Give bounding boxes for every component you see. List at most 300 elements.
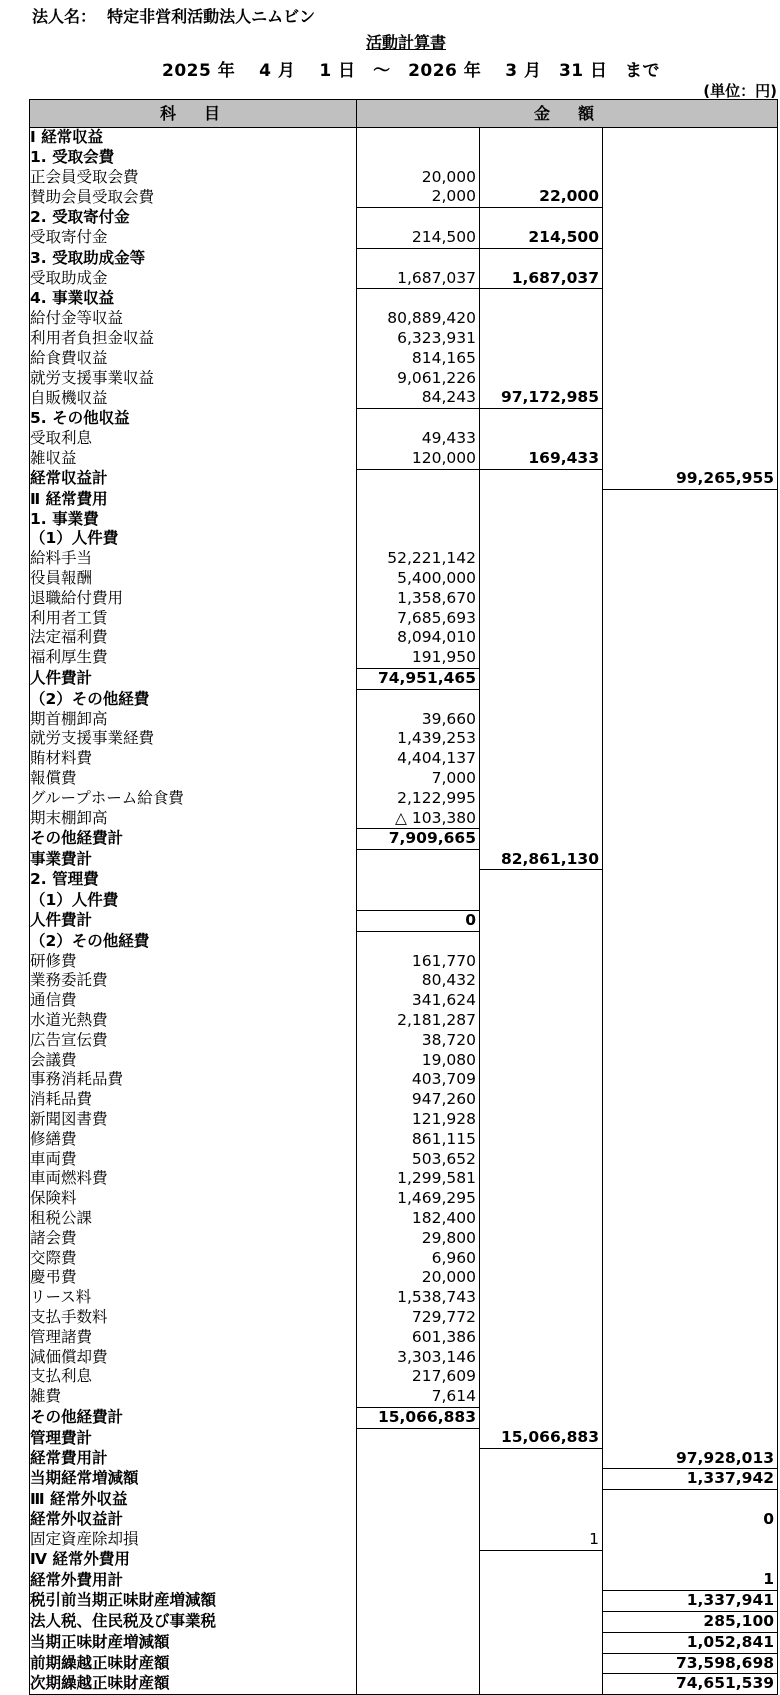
amount-cell-c2 [480,1328,603,1348]
amount-cell-c2 [480,1031,603,1051]
table-row [30,809,778,829]
row-label: 支払手数料 [30,1308,357,1328]
amount-cell-c3 [603,1328,778,1348]
amount-cell-c1: 2,181,287 [357,1011,480,1031]
amount-cell-c3 [603,1150,778,1170]
amount-cell-c2 [480,1348,603,1368]
amount-cell-c2 [480,329,603,349]
amount-cell-c3 [603,1367,778,1387]
amount-cell-c1: 7,685,693 [357,609,480,629]
amount-cell-c3 [603,1130,778,1150]
amount-cell-c3 [603,388,778,408]
row-label: 次期繰越正味財産額 [30,1674,357,1695]
amount-cell-c3 [603,409,778,429]
row-label: 1. 受取会費 [30,148,357,168]
statement-body [30,128,778,1695]
row-label: 4. 事業収益 [30,289,357,309]
amount-cell-c1: 2,000 [357,187,480,207]
amount-column-header: 金 額 [357,100,778,128]
table-row [30,1653,778,1674]
amount-cell-c1 [357,1490,480,1510]
amount-cell-c1 [357,128,480,148]
table-row [30,388,778,408]
amount-cell-c1 [357,529,480,549]
table-row [30,569,778,589]
amount-cell-c1: 503,652 [357,1150,480,1170]
table-row [30,1530,778,1550]
row-label: 当期経常増減額 [30,1469,357,1490]
row-label: 給料手当 [30,549,357,569]
amount-cell-c1: △ 103,380 [357,809,480,829]
amount-cell-c2: 22,000 [480,187,603,207]
amount-cell-c1: 3,303,146 [357,1348,480,1368]
table-row [30,1570,778,1590]
row-label: 管理諸費 [30,1328,357,1348]
amount-cell-c2 [480,1090,603,1110]
amount-cell-c1: 39,660 [357,710,480,730]
table-row [30,850,778,870]
amount-cell-c3: 1 [603,1570,778,1590]
table-row [30,1367,778,1387]
amount-cell-c3 [603,890,778,910]
row-label: 正会員受取会費 [30,168,357,188]
row-label: 固定資産除却損 [30,1530,357,1550]
table-row [30,1449,778,1469]
amount-cell-c2 [480,469,603,489]
corporation-name-line [32,4,315,27]
amount-cell-c2 [480,1591,603,1612]
row-label: 雑費 [30,1387,357,1407]
amount-cell-c2 [480,1469,603,1490]
amount-cell-c2 [480,510,603,530]
amount-cell-c1 [357,208,480,228]
table-row [30,829,778,850]
amount-cell-c2 [480,1130,603,1150]
amount-cell-c1 [357,1469,480,1490]
amount-cell-c1: 182,400 [357,1209,480,1229]
row-label: 法人税、住民税及び事業税 [30,1611,357,1632]
amount-cell-c1 [357,148,480,168]
row-label: 税引前当期正味財産増減額 [30,1591,357,1612]
amount-cell-c3 [603,489,778,509]
amount-cell-c1: 191,950 [357,648,480,668]
amount-cell-c3: 1,337,941 [603,1591,778,1612]
row-label: 経常費用計 [30,1449,357,1469]
amount-cell-c2 [480,1070,603,1090]
row-label: 5. その他収益 [30,409,357,429]
amount-cell-c2 [480,1189,603,1209]
row-label: Ⅱ 経常費用 [30,489,357,509]
amount-cell-c3: 285,100 [603,1611,778,1632]
table-row [30,952,778,972]
amount-cell-c2 [480,689,603,709]
row-label: 減価償却費 [30,1348,357,1368]
table-row [30,1387,778,1407]
amount-cell-c2 [480,1229,603,1249]
table-row [30,1110,778,1130]
amount-cell-c1: 20,000 [357,168,480,188]
amount-cell-c3 [603,769,778,789]
amount-cell-c2 [480,1169,603,1189]
amount-cell-c2 [480,971,603,991]
amount-cell-c1: 217,609 [357,1367,480,1387]
amount-cell-c3 [603,148,778,168]
amount-cell-c3 [603,1428,778,1448]
amount-cell-c1: 15,066,883 [357,1408,480,1429]
table-row [30,1268,778,1288]
amount-cell-c2: 82,861,130 [480,850,603,870]
table-row [30,349,778,369]
amount-cell-c2 [480,369,603,389]
row-label: 雑収益 [30,449,357,469]
corporation-label: 法人名： [32,7,97,26]
table-row [30,1090,778,1110]
row-label: 前期繰越正味財産額 [30,1653,357,1674]
amount-cell-c3 [603,710,778,730]
amount-cell-c2 [480,489,603,509]
row-label: 法定福利費 [30,628,357,648]
amount-cell-c2 [480,128,603,148]
amount-cell-c2 [480,289,603,309]
amount-cell-c1: 1,469,295 [357,1189,480,1209]
amount-cell-c3 [603,850,778,870]
amount-cell-c3 [603,1268,778,1288]
row-label: リース料 [30,1288,357,1308]
amount-cell-c1: 214,500 [357,228,480,248]
row-label: 経常収益計 [30,469,357,489]
amount-cell-c2 [480,569,603,589]
amount-cell-c2 [480,529,603,549]
amount-cell-c2 [480,809,603,829]
amount-cell-c3 [603,1070,778,1090]
row-label: 受取寄付金 [30,228,357,248]
row-label: その他経費計 [30,1408,357,1429]
amount-cell-c3 [603,289,778,309]
amount-cell-c2 [480,628,603,648]
amount-cell-c1: 1,299,581 [357,1169,480,1189]
amount-cell-c1 [357,469,480,489]
table-row [30,128,778,148]
table-row [30,749,778,769]
row-label: 水道光熱費 [30,1011,357,1031]
table-row [30,1348,778,1368]
amount-cell-c2 [480,1490,603,1510]
row-label: 2. 受取寄付金 [30,208,357,228]
row-label: Ⅰ 経常収益 [30,128,357,148]
amount-cell-c3 [603,870,778,890]
amount-cell-c2 [480,1550,603,1570]
table-row [30,1031,778,1051]
amount-cell-c1 [357,1611,480,1632]
amount-cell-c3 [603,228,778,248]
amount-cell-c3 [603,1408,778,1429]
table-row [30,710,778,730]
amount-cell-c2: 97,172,985 [480,388,603,408]
table-row [30,329,778,349]
amount-cell-c3 [603,449,778,469]
table-row [30,1469,778,1490]
row-label: 通信費 [30,991,357,1011]
amount-cell-c1 [357,689,480,709]
row-label: 賛助会員受取会費 [30,187,357,207]
amount-cell-c1 [357,1550,480,1570]
amount-cell-c1: 52,221,142 [357,549,480,569]
row-label: （1）人件費 [30,529,357,549]
row-label: 消耗品費 [30,1090,357,1110]
amount-cell-c2 [480,309,603,329]
amount-cell-c1: 0 [357,911,480,932]
table-row [30,628,778,648]
amount-cell-c2 [480,1510,603,1530]
amount-cell-c1 [357,1632,480,1653]
amount-cell-c2 [480,1249,603,1269]
amount-cell-c2 [480,991,603,1011]
row-label: （2）その他経費 [30,931,357,951]
amount-cell-c3 [603,1348,778,1368]
amount-cell-c1: 2,122,995 [357,789,480,809]
amount-cell-c3 [603,187,778,207]
table-row [30,469,778,489]
row-label: 事業費計 [30,850,357,870]
amount-cell-c1: 121,928 [357,1110,480,1130]
amount-cell-c1 [357,1674,480,1695]
corporation-name: 特定非営利活動法人ニムビン [107,7,316,26]
table-row [30,1070,778,1090]
amount-cell-c1: 1,358,670 [357,589,480,609]
amount-cell-c2 [480,710,603,730]
table-row [30,1011,778,1031]
table-row [30,1051,778,1071]
amount-cell-c2 [480,1367,603,1387]
amount-cell-c3 [603,1110,778,1130]
amount-cell-c1: 120,000 [357,449,480,469]
amount-cell-c2 [480,1268,603,1288]
row-label: 車両費 [30,1150,357,1170]
table-header-row [30,100,778,128]
amount-cell-c2 [480,829,603,850]
amount-cell-c2 [480,1449,603,1469]
amount-cell-c3 [603,549,778,569]
table-row [30,269,778,289]
amount-cell-c2 [480,1011,603,1031]
amount-cell-c2 [480,952,603,972]
row-label: 新聞図書費 [30,1110,357,1130]
amount-cell-c2 [480,931,603,951]
table-row [30,1209,778,1229]
amount-cell-c1: 161,770 [357,952,480,972]
amount-cell-c3 [603,1249,778,1269]
amount-cell-c2 [480,1387,603,1407]
row-label: 租税公課 [30,1209,357,1229]
amount-cell-c2 [480,749,603,769]
amount-cell-c1 [357,850,480,870]
table-row [30,529,778,549]
amount-cell-c1 [357,1591,480,1612]
amount-cell-c2 [480,1209,603,1229]
amount-cell-c2 [480,1308,603,1328]
amount-cell-c1 [357,1530,480,1550]
amount-cell-c3 [603,1090,778,1110]
table-row [30,1288,778,1308]
amount-cell-c3: 73,598,698 [603,1653,778,1674]
amount-cell-c1 [357,289,480,309]
amount-cell-c1: 5,400,000 [357,569,480,589]
table-row [30,369,778,389]
amount-cell-c3 [603,1031,778,1051]
row-label: 諸会費 [30,1229,357,1249]
table-row [30,1490,778,1510]
row-label: 賄材料費 [30,749,357,769]
amount-cell-c2 [480,1051,603,1071]
amount-cell-c3 [603,689,778,709]
amount-cell-c3 [603,208,778,228]
amount-cell-c2 [480,729,603,749]
amount-cell-c1: 7,000 [357,769,480,789]
row-label: グループホーム給食費 [30,789,357,809]
row-label: 就労支援事業経費 [30,729,357,749]
amount-cell-c2 [480,409,603,429]
row-label: 人件費計 [30,911,357,932]
amount-cell-c1: 74,951,465 [357,669,480,690]
table-row [30,148,778,168]
row-label: 人件費計 [30,669,357,690]
table-row [30,1591,778,1612]
table-row [30,187,778,207]
currency-unit: (単位：円) [703,82,777,100]
amount-cell-c2 [480,549,603,569]
amount-cell-c2 [480,349,603,369]
row-label: 支払利息 [30,1367,357,1387]
row-label: （1）人件費 [30,890,357,910]
amount-cell-c1: 29,800 [357,1229,480,1249]
amount-cell-c3 [603,1169,778,1189]
table-row [30,289,778,309]
amount-cell-c1: 80,889,420 [357,309,480,329]
amount-cell-c1: 1,439,253 [357,729,480,749]
amount-cell-c3 [603,1288,778,1308]
row-label: 就労支援事業収益 [30,369,357,389]
table-row [30,1169,778,1189]
row-label: 保険料 [30,1189,357,1209]
activity-statement-table [29,99,778,1695]
amount-cell-c1 [357,409,480,429]
row-label: 利用者工賃 [30,609,357,629]
amount-cell-c3 [603,809,778,829]
amount-cell-c1: 19,080 [357,1051,480,1071]
amount-cell-c2 [480,208,603,228]
amount-cell-c1: 1,687,037 [357,269,480,289]
table-row [30,689,778,709]
amount-cell-c1: 729,772 [357,1308,480,1328]
amount-cell-c2 [480,168,603,188]
table-row [30,1632,778,1653]
amount-cell-c2 [480,589,603,609]
table-row [30,309,778,329]
amount-cell-c3 [603,628,778,648]
amount-cell-c1: 341,624 [357,991,480,1011]
row-label: 受取助成金 [30,269,357,289]
amount-cell-c3: 0 [603,1510,778,1530]
amount-cell-c1: 38,720 [357,1031,480,1051]
amount-cell-c3 [603,1189,778,1209]
amount-cell-c1: 4,404,137 [357,749,480,769]
table-row [30,769,778,789]
amount-cell-c2: 214,500 [480,228,603,248]
amount-cell-c1: 6,960 [357,1249,480,1269]
row-label: 会議費 [30,1051,357,1071]
row-label: 当期正味財産増減額 [30,1632,357,1653]
amount-cell-c2 [480,1632,603,1653]
amount-cell-c3 [603,1011,778,1031]
table-row [30,870,778,890]
amount-cell-c2 [480,1150,603,1170]
amount-cell-c1: 80,432 [357,971,480,991]
table-row [30,589,778,609]
table-row [30,890,778,910]
amount-cell-c3 [603,429,778,449]
amount-cell-c3: 99,265,955 [603,469,778,489]
table-row [30,1611,778,1632]
table-row [30,1328,778,1348]
amount-cell-c3: 97,928,013 [603,1449,778,1469]
table-row [30,1308,778,1328]
amount-cell-c2 [480,769,603,789]
table-row [30,729,778,749]
amount-cell-c1 [357,931,480,951]
table-row [30,1130,778,1150]
table-row [30,549,778,569]
table-row [30,168,778,188]
amount-cell-c3 [603,309,778,329]
amount-cell-c1 [357,248,480,268]
amount-cell-c3 [603,1387,778,1407]
table-row [30,669,778,690]
amount-cell-c1 [357,489,480,509]
amount-cell-c3 [603,952,778,972]
amount-cell-c2 [480,870,603,890]
row-label: 期首棚卸高 [30,710,357,730]
row-label: 事務消耗品費 [30,1070,357,1090]
amount-cell-c3 [603,789,778,809]
fiscal-period: 2025 年 4 月 1 日 ～ 2026 年 3 月 31 日 まで [162,61,661,81]
amount-cell-c2 [480,1288,603,1308]
table-row [30,409,778,429]
amount-cell-c1: 403,709 [357,1070,480,1090]
table-row [30,971,778,991]
table-row [30,1674,778,1695]
amount-cell-c3 [603,269,778,289]
row-label: Ⅲ 経常外収益 [30,1490,357,1510]
amount-cell-c1: 814,165 [357,349,480,369]
table-row [30,1150,778,1170]
amount-cell-c3 [603,971,778,991]
amount-cell-c3 [603,1308,778,1328]
amount-cell-c3 [603,749,778,769]
amount-cell-c3 [603,911,778,932]
amount-cell-c2: 15,066,883 [480,1428,603,1448]
row-label: 管理費計 [30,1428,357,1448]
table-row [30,489,778,509]
amount-cell-c3 [603,1209,778,1229]
amount-cell-c1 [357,1570,480,1590]
amount-cell-c1: 601,386 [357,1328,480,1348]
amount-cell-c3 [603,1051,778,1071]
row-label: 報償費 [30,769,357,789]
amount-cell-c2 [480,1570,603,1590]
table-row [30,991,778,1011]
amount-cell-c2: 1 [480,1530,603,1550]
amount-cell-c3: 1,337,942 [603,1469,778,1490]
